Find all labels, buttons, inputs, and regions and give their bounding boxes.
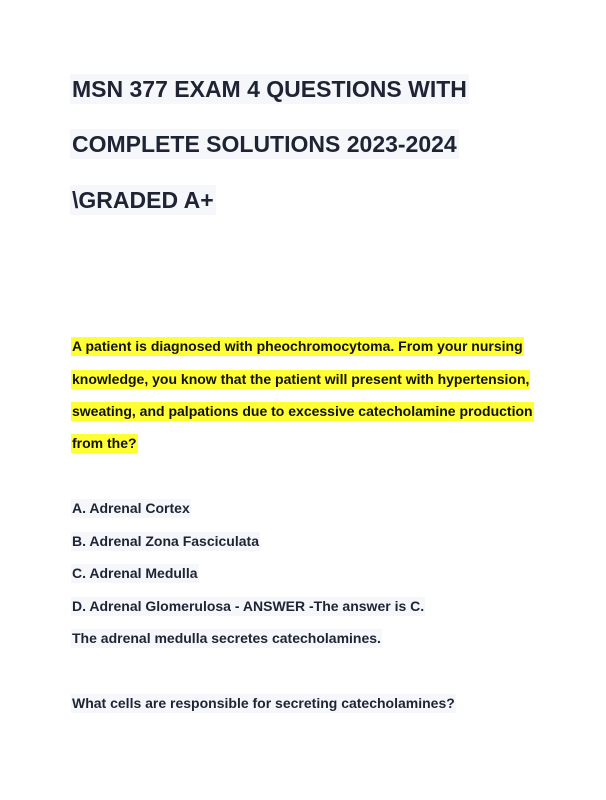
option-a: A. Adrenal Cortex [72,500,190,516]
question-1-line-4: from the? [72,435,137,451]
title-line-1: MSN 377 EXAM 4 QUESTIONS WITH [72,76,467,102]
question-1-line-3: sweating, and palpations due to excessive catecholamine production [72,403,533,419]
answer-explanation: The adrenal medulla secretes catecholamines. [72,630,381,646]
option-b: B. Adrenal Zona Fasciculata [72,533,259,549]
title-line-2: COMPLETE SOLUTIONS 2023-2024 [72,131,457,157]
option-d-answer: D. Adrenal Glomerulosa - ANSWER -The answer is C. [72,598,425,614]
option-c: C. Adrenal Medulla [72,565,198,581]
title-line-3: \GRADED A+ [72,187,214,213]
question-2: What cells are responsible for secreting catecholamines? [72,695,455,711]
question-1-line-1: A patient is diagnosed with pheochromocytoma. From your nursing [72,338,523,354]
question-1-line-2: knowledge, you know that the patient will present with hypertension, [72,371,530,387]
